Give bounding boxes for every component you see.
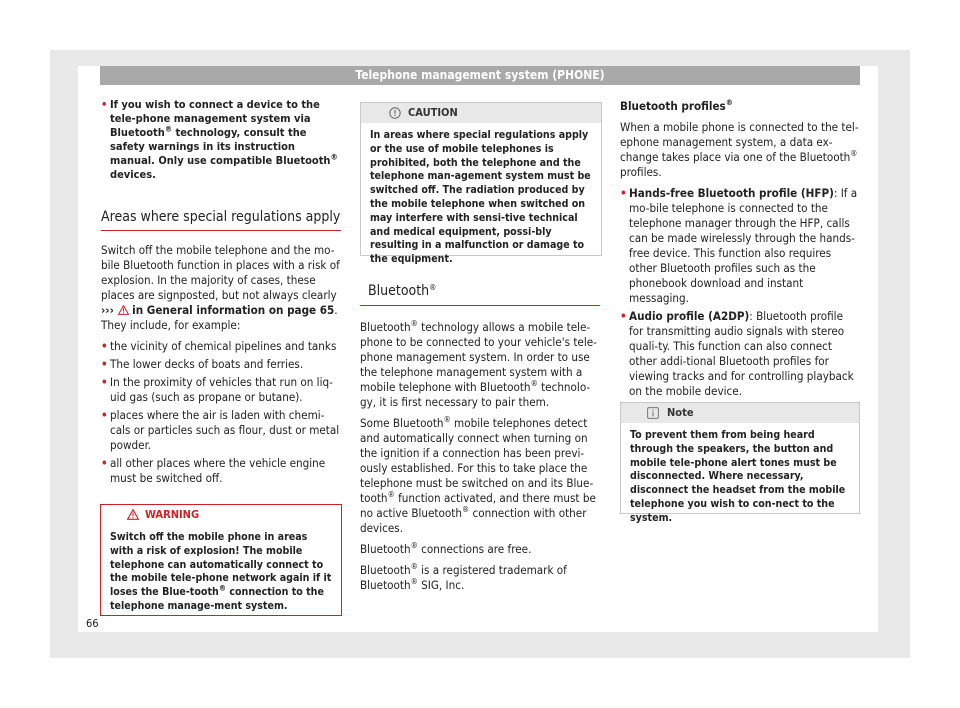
- warning-text-a: Switch off the mobile phone in areas with a risk of explosion! The mobile telephone can automatically connect to the mobile tele-phone network again if it loses the Blue-tooth: [110, 531, 332, 599]
- warning-body: [101, 525, 341, 620]
- section-title-bluetooth: Bluetooth: [368, 283, 430, 299]
- intro-note-a: If you wish to connect a device to the tele-phone management system via Bluetooth: [110, 98, 320, 139]
- hfp-text: : If a mo-bile telephone is connected to the telephone manager through the HFP, calls can be made wirelessly through the hands-free device. This function also requires other Bluetooth profiles such as the phonebook download and instant messaging.: [629, 186, 858, 305]
- profiles-title: Bluetooth profiles: [620, 99, 726, 113]
- text: Some Bluetooth: [360, 416, 444, 430]
- list-item: • places where the air is laden with chemi-cals or particles such as flour, dust or metal powder.: [101, 408, 340, 452]
- caution-box: [360, 102, 602, 266]
- chapter-header: Telephone management system (PHONE): [100, 66, 860, 85]
- ref-arrows: ›››: [101, 303, 114, 317]
- profiles-para: [620, 120, 860, 180]
- reg-mark: ®: [410, 541, 418, 551]
- reg-mark: ®: [330, 152, 338, 162]
- cross-reference-link[interactable]: [101, 303, 334, 317]
- section-rule: [101, 230, 341, 231]
- warning-title: WARNING: [145, 508, 200, 521]
- column-3: [620, 99, 860, 402]
- warning-header: [101, 505, 341, 525]
- text: Bluetooth: [360, 563, 411, 577]
- reg-mark: ®: [530, 379, 538, 389]
- list-item: • In the proximity of vehicles that run on liq-uid gas (such as propane or butane).: [101, 375, 333, 404]
- areas-paragraph: [101, 243, 341, 333]
- caution-title: CAUTION: [408, 106, 458, 119]
- text: mobile telephones detect and automatically connect when turning on the ignition if a connection has been previ-ously established. For this to take place the telephone must be switched on and its Blue-tooth: [360, 416, 594, 505]
- list-item-text: In the proximity of vehicles that run on liq-uid gas (such as propane or butane).: [110, 375, 333, 404]
- areas-para-end: . They include, for example:: [101, 303, 338, 332]
- a2dp-label: Audio profile (A2DP): [629, 309, 750, 323]
- note-body: To prevent them from being heard through the speakers, the button and mobile tele-phone alert tones must be disconnected. Where necessary, disconnect the headset from the mobile telephone you wish to con-nect to the system.: [630, 429, 846, 524]
- reg-mark: ®: [410, 319, 418, 329]
- bluetooth-para-1: [360, 320, 600, 410]
- intro-note: • If you wish to connect a device to the tele-phone management system via Bluetooth® technology, consult the safety warnings in its instruction manual. Only use compatible Bluetooth® devices.: [101, 98, 338, 181]
- section-rule: [360, 305, 600, 306]
- reg-mark: ®: [410, 562, 418, 572]
- note-header: [621, 403, 859, 423]
- page-number: 66: [86, 617, 99, 630]
- text: function activated, and there must be no active Bluetooth: [360, 491, 596, 520]
- bluetooth-para-4: [360, 563, 600, 593]
- text: is a registered trademark of Bluetooth: [360, 563, 567, 592]
- list-item: • Hands-free Bluetooth profile (HFP): If a mo-bile telephone is connected to the telephone manager through the HFP, calls can be made wirelessly through the hands-free device. This function also requires other Bluetooth profiles such as the phonebook download and instant messaging.: [620, 186, 858, 305]
- bluetooth-para-2: [360, 416, 600, 536]
- reg-mark: ®: [410, 577, 418, 587]
- list-item: • Audio profile (A2DP): Bluetooth profile for transmitting audio signals with stereo quali-ty. This function can also connect other addi-tional Bluetooth profiles for viewing tracks and for controlling playback on the mobile device.: [620, 309, 854, 398]
- areas-para-text: Switch off the mobile telephone and the mo-bile Bluetooth function in places with a risk of explosion. In the majority of cases, these places are signposted, but not always clearly: [101, 243, 340, 302]
- text: SIG, Inc.: [421, 578, 465, 592]
- warning-triangle-icon: [127, 509, 139, 520]
- intro-note-b: technology, consult the safety warnings in its instruction manual. Only use compatible Bluetooth: [110, 126, 331, 167]
- list-item-text: the vicinity of chemical pipelines and tanks: [110, 339, 337, 353]
- note-title: Note: [667, 406, 694, 419]
- reg-mark: ®: [443, 415, 451, 425]
- text: technolo-gy, it is first necessary to pair them.: [360, 380, 591, 409]
- text: When a mobile phone is connected to the tel-ephone management system, a data ex-change takes place via one of the Bluetooth: [620, 120, 859, 164]
- intro-note-c: devices.: [110, 168, 156, 181]
- warning-box: [100, 504, 342, 616]
- column-1: [101, 98, 341, 489]
- bluetooth-para-3: [360, 542, 600, 557]
- list-item: • The lower decks of boats and ferries.: [101, 357, 304, 371]
- hfp-label: Hands-free Bluetooth profile (HFP): [629, 186, 834, 200]
- warning-text-b: connection to the telephone manage-ment system.: [110, 586, 324, 612]
- reg-mark: ®: [164, 124, 173, 134]
- a2dp-text: : Bluetooth profile for transmitting audio signals with stereo quali-ty. This function can also connect other addi-tional Bluetooth profiles for viewing tracks and for controlling playback on the mobile device.: [629, 309, 854, 398]
- reg-mark: ®: [218, 583, 227, 593]
- list-item-text: The lower decks of boats and ferries.: [110, 357, 304, 371]
- list-item: • the vicinity of chemical pipelines and tanks: [101, 339, 337, 353]
- reg-mark: ®: [725, 98, 733, 108]
- list-item-text: all other places where the vehicle engine must be switched off.: [110, 456, 326, 485]
- column-2: [360, 284, 600, 599]
- caution-circle-icon: [389, 107, 401, 119]
- note-info-icon: [647, 407, 659, 419]
- reg-mark: ®: [429, 283, 437, 293]
- profiles-title-wrap: [620, 99, 860, 114]
- text: profiles.: [620, 165, 662, 179]
- reg-mark: ®: [387, 490, 395, 500]
- caution-header: [361, 103, 601, 123]
- ref-text: in General information on page 65: [132, 303, 335, 317]
- list-item: • all other places where the vehicle engine must be switched off.: [101, 456, 326, 485]
- text: connection with other devices.: [360, 506, 587, 535]
- bluetooth-title-wrap: [360, 284, 600, 299]
- text: Bluetooth: [360, 320, 411, 334]
- reg-mark: ®: [461, 505, 470, 515]
- caution-body: In areas where special regulations apply or the use of mobile telephones is prohibited, both the telephone and the telephone man-agement system must be switched off. The radiation produced by the mobile telephone when switched on may interfere with sensi-tive technical and medical equipment, possi-bly resulting in a malfunction or damage to the equipment.: [370, 129, 591, 266]
- text: Bluetooth: [360, 542, 411, 556]
- section-title-areas: Areas where special regulations apply: [101, 209, 341, 225]
- note-box: [620, 402, 860, 524]
- text: connections are free.: [421, 542, 532, 556]
- list-item-text: places where the air is laden with chemi-cals or particles such as flour, dust or metal powder.: [110, 408, 340, 452]
- text: technology allows a mobile tele-phone to be connected to your vehicle's tele-phone management system. In order to use the telephone management system with a mobile telephone with Bluetooth: [360, 320, 597, 394]
- reg-mark: ®: [850, 149, 858, 159]
- warning-small-icon: [118, 305, 129, 315]
